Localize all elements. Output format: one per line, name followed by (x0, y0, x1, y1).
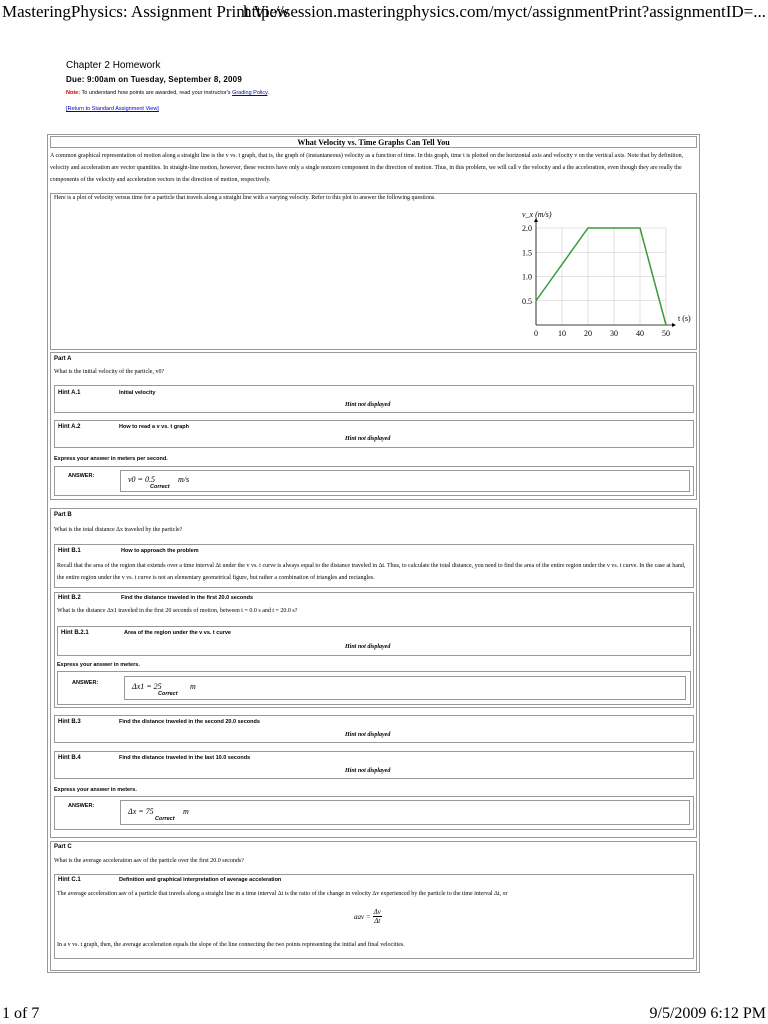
hint-a2-title[interactable]: How to read a v vs. t graph (119, 424, 189, 430)
grading-note (66, 90, 269, 96)
hint-b2-title[interactable]: Find the distance traveled in the first 20.0 seconds (121, 595, 254, 601)
return-to-assignment-link[interactable]: [Return to Standard Assignment View] (66, 106, 159, 112)
hint-a2-status: Hint not displayed (345, 436, 391, 442)
page-counter: 1 of 7 (2, 1005, 40, 1022)
part-c-label: Part C (54, 844, 72, 850)
hint-b2-answer-field[interactable] (124, 676, 686, 700)
hint-b21-status: Hint not displayed (345, 644, 391, 650)
hint-b4-title[interactable]: Find the distance traveled in the last 10.0 seconds (119, 755, 251, 761)
hint-b2-answer-unit: m (190, 682, 196, 691)
hint-b3-title[interactable]: Find the distance traveled in the second 20.0 seconds (119, 719, 260, 725)
part-b-label: Part B (54, 512, 72, 518)
x-tick-label: 30 (610, 329, 618, 338)
part-b-answer-status: Correct (155, 816, 175, 822)
print-header-url: http://session.masteringphysics.com/myct/assignmentPrint?assignmentID=... (243, 2, 766, 21)
note-end: . (267, 90, 269, 96)
hint-b2-answer-label: ANSWER: (72, 680, 99, 686)
part-b-answer-expr: Δx = 75 (128, 807, 154, 816)
hint-a1-id: Hint A.1 (58, 390, 81, 396)
x-axis-arrow (672, 323, 676, 327)
print-header-title: MasteringPhysics: Assignment Print View (2, 2, 290, 21)
graph-ticks (522, 224, 670, 338)
grading-policy-link[interactable]: Grading Policy (232, 90, 268, 96)
hint-b1-id: Hint B.1 (58, 548, 81, 554)
hint-b4-id: Hint B.4 (58, 755, 81, 761)
y-axis-label: v_x (m/s) (522, 210, 552, 219)
hint-a2-id: Hint A.2 (58, 424, 81, 430)
part-a-label: Part A (54, 356, 72, 362)
part-b-answer-field[interactable] (120, 800, 690, 825)
part-a-answer-field[interactable] (120, 470, 690, 492)
x-tick-label: 10 (558, 329, 566, 338)
part-b-answer-unit: m (183, 807, 189, 816)
part-a-question: What is the initial velocity of the particle, v0? (54, 369, 165, 375)
part-c-question: What is the average acceleration aav of the particle over the first 20.0 seconds? (54, 858, 244, 864)
note-label: Note: (66, 90, 81, 96)
formula-denominator: Δt (374, 917, 381, 925)
hint-a1-status: Hint not displayed (345, 402, 391, 408)
graph-grid (536, 228, 666, 325)
part-a-answer-unit: m/s (178, 475, 190, 484)
hint-b2-express: Express your answer in meters. (57, 662, 140, 668)
velocity-time-graph (510, 205, 695, 350)
note-text: To understand how points are awarded, read your instructor's (81, 90, 231, 96)
formula-fraction (373, 908, 382, 925)
hint-b21-id: Hint B.2.1 (61, 630, 89, 636)
part-a-answer-status: Correct (150, 484, 170, 490)
hint-b2-question: What is the distance Δx1 traveled in the first 20 seconds of motion, between t = 0.0 s and t = 20.0 s? (57, 608, 298, 614)
hint-c1-title[interactable]: Definition and graphical interpretation of average acceleration (119, 877, 282, 883)
chapter-title: Chapter 2 Homework (66, 60, 161, 71)
x-tick-label: 0 (534, 329, 538, 338)
hint-c1-text2: In a v vs. t graph, then, the average acceleration equals the slope of the line connecting the two points representing the initial and final velocities. (57, 942, 405, 948)
part-b-question: What is the total distance Δx traveled by the particle? (54, 527, 183, 533)
y-tick-label: 2.0 (522, 224, 532, 233)
hint-b3-id: Hint B.3 (58, 719, 81, 725)
part-b-answer-label: ANSWER: (68, 803, 95, 809)
plot-intro: Here is a plot of velocity versus time for a particle that travels along a straight line with a varying velocity. Refer to this plot to answer the following questions. (54, 195, 436, 201)
hint-b2-answer-status: Correct (158, 691, 178, 697)
x-tick-label: 20 (584, 329, 592, 338)
print-timestamp: 9/5/2009 6:12 PM (649, 1005, 766, 1022)
avg-accel-formula (354, 908, 382, 925)
hint-b2-id: Hint B.2 (58, 595, 81, 601)
hint-b1-text: Recall that the area of the region that extends over a time interval Δt under the v vs. t curve is always equal to the distance traveled in Δt. Thus, to calculate the total distance, you need to find the area of the entire region under the v vs. t curve. In the case at hand, the entire region under the v vs. t curve is not an elementary geometrical figure, but rather a combination of triangles and rectangles. (57, 563, 686, 581)
hint-a1-title[interactable]: Initial velocity (119, 390, 156, 396)
formula-lhs: aav = (354, 912, 371, 921)
x-tick-label: 50 (662, 329, 670, 338)
x-tick-label: 40 (636, 329, 644, 338)
hint-b2-answer-expr: Δx1 = 25 (132, 682, 162, 691)
hint-c1-id: Hint C.1 (58, 877, 81, 883)
part-a-answer-label: ANSWER: (68, 473, 95, 479)
formula-numerator: Δv (373, 908, 381, 916)
problem-intro: A common graphical representation of motion along a straight line is the v vs. t graph, that is, the graph of (instantaneous) velocity as a function of time. In this graph, time t is plotted on the horizontal axis and velocity v on the vertical axis. Note that by definition, velocity and acceleration are vector quantities. In straight-line motion, however, these vectors have only a single nonzero component in the direction of motion. Thus, in this problem, we will call v the velocity and a the acceleration, even though they are really the components of the velocity and acceleration vectors in the direction of motion, respectively. (50, 153, 684, 183)
problem-title: What Velocity vs. Time Graphs Can Tell You (50, 136, 697, 148)
part-b-express: Express your answer in meters. (54, 787, 137, 793)
hint-b3-status: Hint not displayed (345, 732, 391, 738)
due-date: Due: 9:00am on Tuesday, September 8, 2009 (66, 75, 242, 84)
hint-b21-title[interactable]: Area of the region under the v vs. t curve (124, 630, 231, 636)
hint-c1-text: The average acceleration aav of a particle that travels along a straight line in a time interval Δt is the ratio of the change in velocity Δv experienced by the particle to the time interval Δt, or (57, 891, 508, 897)
hint-b4-status: Hint not displayed (345, 768, 391, 774)
x-axis-label: t (s) (678, 314, 691, 323)
y-tick-label: 1.5 (522, 248, 532, 258)
part-a-answer-expr: v0 = 0.5 (128, 475, 155, 484)
y-tick-label: 1.0 (522, 272, 532, 282)
part-a-express: Express your answer in meters per second. (54, 456, 168, 462)
y-tick-label: 0.5 (522, 296, 532, 306)
hint-b1-title[interactable]: How to approach the problem (121, 548, 199, 554)
